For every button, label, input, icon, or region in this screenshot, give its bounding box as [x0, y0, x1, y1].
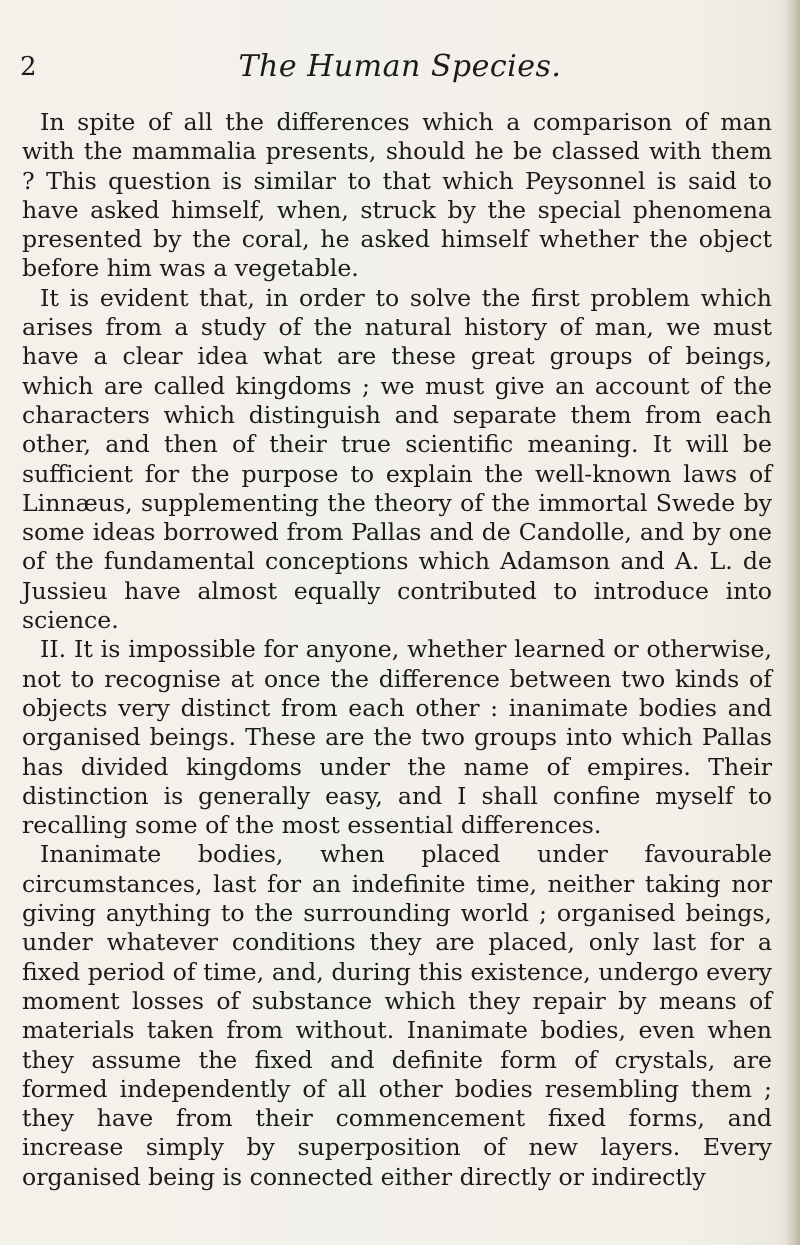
body-text [22, 108, 772, 1192]
page-number: 2 [20, 52, 37, 82]
paragraph-2: It is evident that, in order to solve the first problem which arises from a study of the natural history of man, we must have a clear idea what are these great groups of beings, which are called kingdoms ; we must give an account of the characters which distinguish and separate them from each other, and then of their true scientific meaning. It will be sufficient for the purpose to explain the well-known laws of Linnæus, supplementing the theory of the immortal Swede by some ideas borrowed from Pallas and de Candolle, and by one of the fundamental conceptions which Adamson and A. L. de Jussieu have almost equally contributed to introduce into science. [22, 283, 772, 635]
paragraph-4: Inanimate bodies, when placed under favourable circumstances, last for an indefinite time, neither taking nor giving anything to the surrounding world ; organised beings, under whatever conditions they are placed, only last for a fixed period of time, and, during this existence, undergo every moment losses of substance which they repair by means of materials taken from without. Inanimate bodies, even when they assume the fixed and definite form of crystals, are formed independently of all other bodies resembling them ; they have from their commencement fixed forms, and increase simply by superposition of new layers. Every organised being is connected either directly or indirectly [22, 840, 772, 1191]
paragraph-3: II. It is impossible for anyone, whether learned or otherwise, not to recognise at once the difference between two kinds of objects very distinct from each other : inanimate bodies and organised beings. These are the two groups into which Pallas has divided kingdoms under the name of empires. Their distinction is generally easy, and I shall confine myself to recalling some of the most essential differences. [22, 635, 772, 840]
running-head: The Human Species. [238, 49, 562, 84]
paragraph-1: In spite of all the differences which a comparison of man with the mammalia presents, should he be classed with them ? This question is similar to that which Peysonnel is said to have asked himself, when, struck by the special phenomena presented by the coral, he asked himself whether the object before him was a vegetable. [22, 108, 772, 283]
page-edge-shadow [786, 0, 800, 1245]
